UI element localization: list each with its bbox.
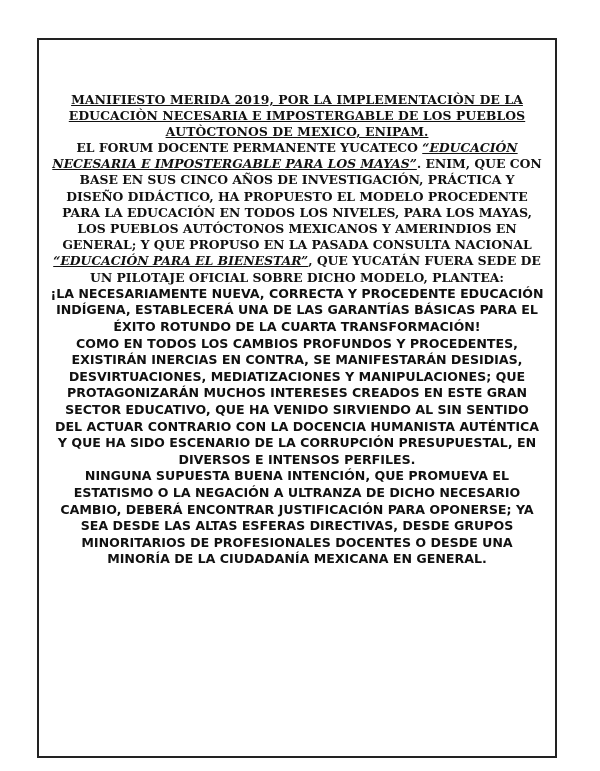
document-title: MANIFIESTO MERIDA 2019, POR LA IMPLEMENTACIÒN DE LA EDUCACIÒN NECESARIA E IMPOSTERGABLE DE LOS PUEBLOS AUTÒCTONOS DE MEXICO, ENIPAM. [68,92,526,139]
intro-text-b: . ENIM, QUE CON BASE EN SUS CINCO AÑOS DE INVESTIGACIÓN, PRÁCTICA Y DISEÑO DIDÁCTICO, HA PROPUESTO EL MODELO PROCEDENTE PARA LA EDUCACIÓN EN TODOS LOS NIVELES, PARA LOS MAYAS, LOS PUEBLOS AUTÓCTONOS MEXICANOS Y AMERINDIOS EN GENERAL; Y QUE PROPUSO EN LA PASADA CONSULTA NACIONAL [62,156,542,253]
quote-educacion-necesaria: “EDUCACIÓN NECESARIA E IMPOSTERGABLE PARA LOS MAYAS” [52,140,518,172]
document-body [50,92,544,568]
changes-paragraph: COMO EN TODOS LOS CAMBIOS PROFUNDOS Y PROCEDENTES, EXISTIRÁN INERCIAS EN CONTRA, SE MANIFESTARÁN DESIDIAS, DESVIRTUACIONES, MEDIATIZACIONES Y MANIPULACIONES; QUE PROTAGONIZARÁN MUCHOS INTERESES CREADOS EN ESTE GRAN SECTOR EDUCATIVO, QUE HA VENIDO SIRVIENDO AL SIN SENTIDO DEL ACTUAR CONTRARIO CON LA DOCENCIA HUMANISTA AUTÉNTICA Y QUE HA SIDO ESCENARIO DE LA CORRUPCIÓN PRESUPUESTAL, EN DIVERSOS E INTENSOS PERFILES. [54,335,539,467]
intro-text-c: , QUE YUCATÁN FUERA SEDE DE UN PILOTAJE OFICIAL SOBRE DICHO MODELO, PLANTEA: [90,253,541,285]
declaration-paragraph: ¡LA NECESARIAMENTE NUEVA, CORRECTA Y PROCEDENTE EDUCACIÓN INDÍGENA, ESTABLECERÁ UNA DE LAS GARANTÍAS BÁSICAS PARA EL ÉXITO ROTUNDO DE LA CUARTA TRANSFORMACIÓN! [50,285,544,335]
intention-paragraph: NINGUNA SUPUESTA BUENA INTENCIÓN, QUE PROMUEVA EL ESTATISMO O LA NEGACIÓN A ULTRANZA DE DICHO NECESARIO CAMBIO, DEBERÁ ENCONTRAR JUSTIFICACIÓN PARA OPONERSE; YA SEA DESDE LAS ALTAS ESFERAS DIRECTIVAS, DESDE GRUPOS MINORITARIOS DE PROFESIONALES DOCENTES O DESDE UNA MINORÍA DE LA CIUDADANÍA MEXICANA EN GENERAL. [60,468,534,567]
quote-educacion-bienestar: “EDUCACIÓN PARA EL BIENESTAR” [53,253,309,269]
intro-text-a: EL FORUM DOCENTE PERMANENTE YUCATECO [76,140,423,155]
intro-paragraph [50,140,544,286]
